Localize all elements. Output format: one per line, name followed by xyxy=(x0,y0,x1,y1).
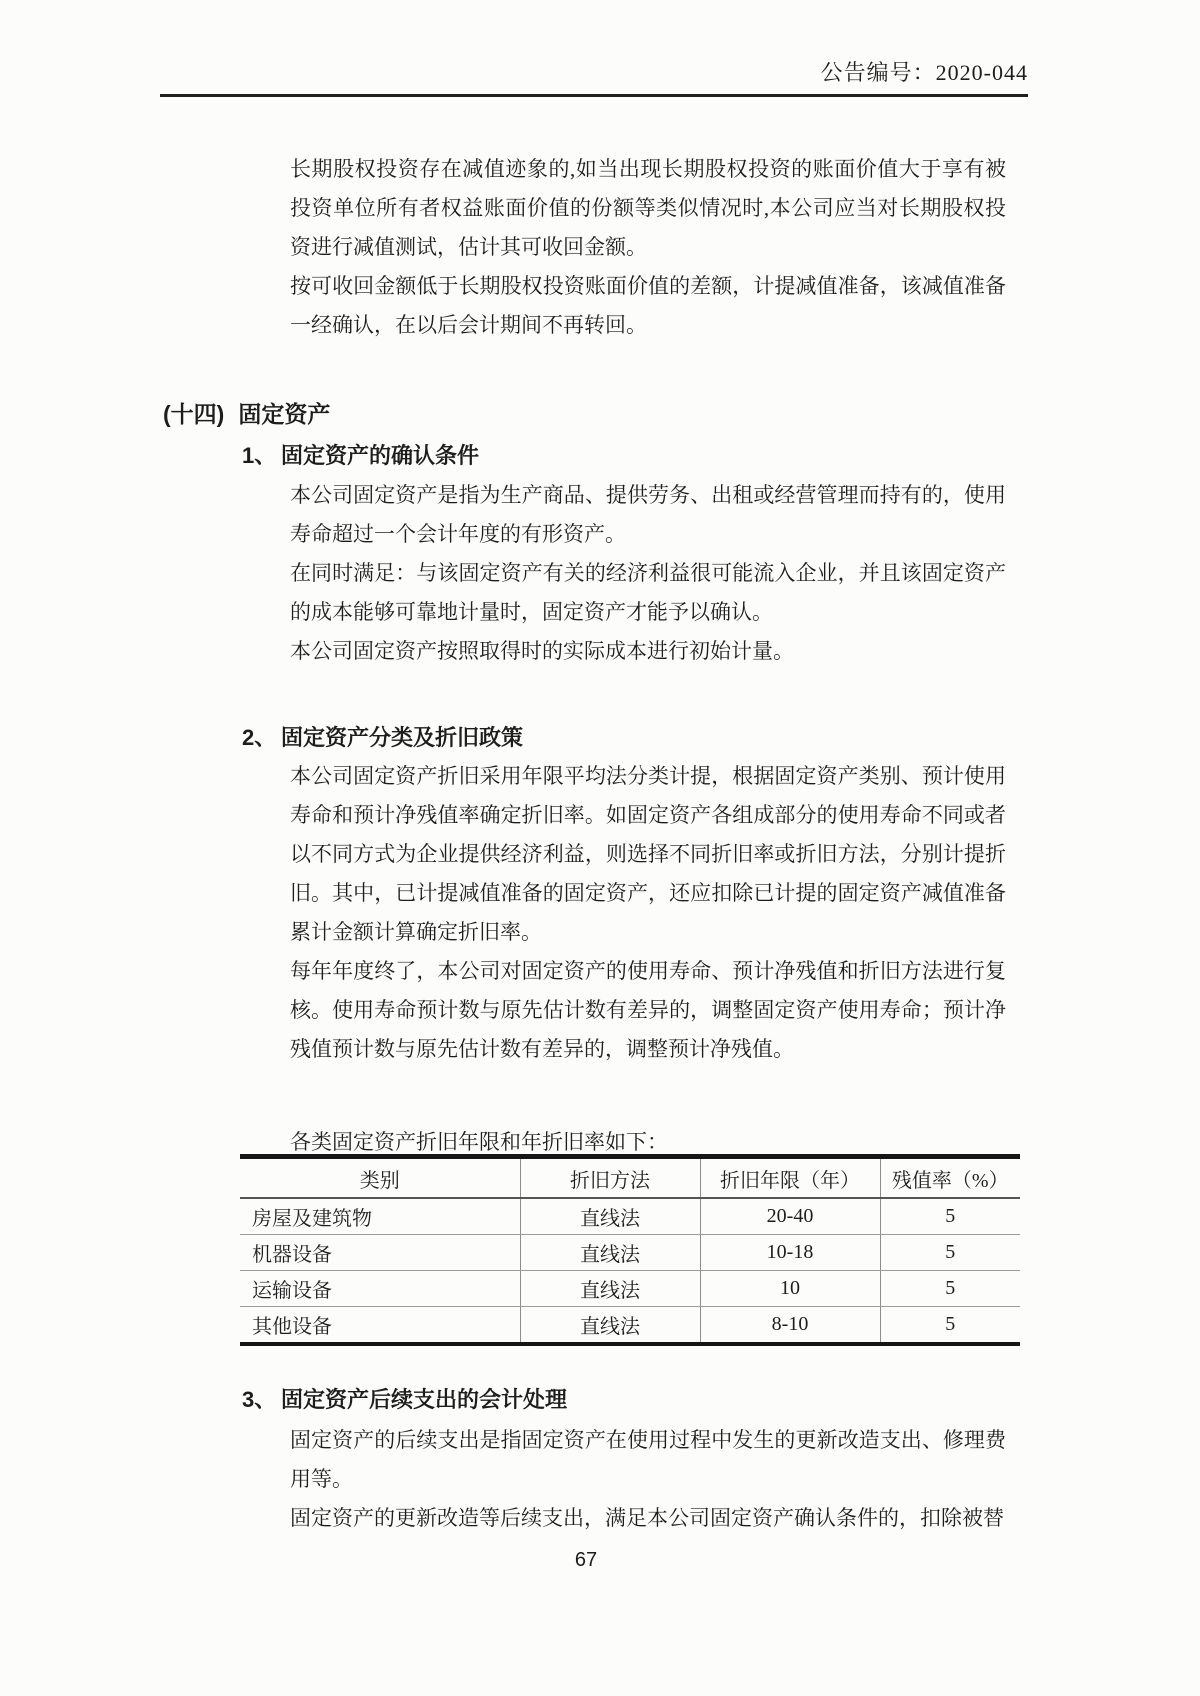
paragraph: 固定资产的更新改造等后续支出，满足本公司固定资产确认条件的，扣除被替 xyxy=(290,1506,1004,1530)
subsection-1-body xyxy=(290,476,1006,671)
subsection-title: 固定资产分类及折旧政策 xyxy=(281,725,524,750)
section-14-heading xyxy=(163,395,330,434)
paragraph: 按可收回金额低于长期股权投资账面价值的差额，计提减值准备，该减值准备一经确认，在以后会计期间不再转回。 xyxy=(290,274,1006,337)
table-cell: 机器设备 xyxy=(240,1235,520,1271)
section-number: (十四) xyxy=(163,401,225,427)
table-cell: 5 xyxy=(880,1307,1020,1345)
paragraph: 本公司固定资产按照取得时的实际成本进行初始计量。 xyxy=(290,639,794,663)
subsection-title: 固定资产的确认条件 xyxy=(281,443,480,468)
paragraph: 本公司固定资产是指为生产商品、提供劳务、出租或经营管理而持有的，使用寿命超过一个会计年度的有形资产。 xyxy=(290,483,1006,546)
subsection-number: 1、 xyxy=(242,443,277,468)
subsection-2-heading xyxy=(242,718,523,757)
intro-paragraphs xyxy=(290,150,1006,345)
paragraph: 本公司固定资产折旧采用年限平均法分类计提，根据固定资产类别、预计使用寿命和预计净残值率确定折旧率。如固定资产各组成部分的使用寿命不同或者以不同方式为企业提供经济利益，则选择不同折旧率或折旧方法，分别计提折旧。其中，已计提减值准备的固定资产，还应扣除已计提的固定资产减值准备累计金额计算确定折旧率。 xyxy=(290,764,1006,944)
table-cell: 房屋及建筑物 xyxy=(240,1198,520,1235)
header-rule xyxy=(160,94,1028,97)
subsection-3-body xyxy=(290,1421,1006,1538)
subsection-2-body xyxy=(290,757,1006,1069)
table-cell: 其他设备 xyxy=(252,1316,332,1338)
subsection-3-heading xyxy=(242,1380,567,1419)
table-cell: 直线法 xyxy=(520,1271,700,1307)
paragraph: 每年年度终了，本公司对固定资产的使用寿命、预计净残值和折旧方法进行复核。使用寿命预计数与原先估计数有差异的，调整固定资产使用寿命；预计净残值预计数与原先估计数有差异的，调整预计净残值。 xyxy=(290,959,1006,1061)
subsection-number: 2、 xyxy=(242,725,277,750)
table-cell: 直线法 xyxy=(520,1307,700,1345)
paragraph: 在同时满足：与该固定资产有关的经济利益很可能流入企业，并且该固定资产的成本能够可靠地计量时，固定资产才能予以确认。 xyxy=(290,561,1006,624)
depreciation-table xyxy=(240,1154,1020,1346)
paragraph: 固定资产的后续支出是指固定资产在使用过程中发生的更新改造支出、修理费用等。 xyxy=(290,1428,1006,1491)
table-cell: 直线法 xyxy=(520,1235,700,1271)
table-row xyxy=(240,1198,1020,1235)
announcement-number: 公告编号：2020-044 xyxy=(820,60,1028,85)
column-header: 类别 xyxy=(240,1157,520,1199)
table-cell: 20-40 xyxy=(700,1198,880,1235)
column-header: 残值率（%） xyxy=(880,1157,1020,1199)
table-cell: 8-10 xyxy=(700,1307,880,1345)
table-cell: 5 xyxy=(880,1271,1020,1307)
section-title: 固定资产 xyxy=(238,401,331,427)
table-cell: 运输设备 xyxy=(240,1271,520,1307)
subsection-title: 固定资产后续支出的会计处理 xyxy=(281,1387,568,1412)
table-row xyxy=(240,1271,1020,1307)
table-intro-line: 各类固定资产折旧年限和年折旧率如下： xyxy=(290,1130,668,1154)
table-row xyxy=(240,1307,1020,1345)
subsection-1-heading xyxy=(242,436,479,475)
paragraph: 长期股权投资存在减值迹象的,如当出现长期股权投资的账面价值大于享有被投资单位所有者权益账面价值的份额等类似情况时,本公司应当对长期股权投资进行减值测试，估计其可收回金额。 xyxy=(290,157,1006,259)
table-cell: 直线法 xyxy=(520,1198,700,1235)
column-header: 折旧方法 xyxy=(520,1157,700,1199)
table-cell: 10-18 xyxy=(700,1235,880,1271)
table-header-row xyxy=(240,1157,1020,1199)
page-number: 67 xyxy=(574,1549,598,1571)
table-cell: 10 xyxy=(700,1271,880,1307)
subsection-number: 3、 xyxy=(242,1387,277,1412)
table-row xyxy=(240,1235,1020,1271)
table-cell: 5 xyxy=(880,1198,1020,1235)
column-header: 折旧年限（年） xyxy=(700,1157,880,1199)
table-cell: 5 xyxy=(880,1235,1020,1271)
